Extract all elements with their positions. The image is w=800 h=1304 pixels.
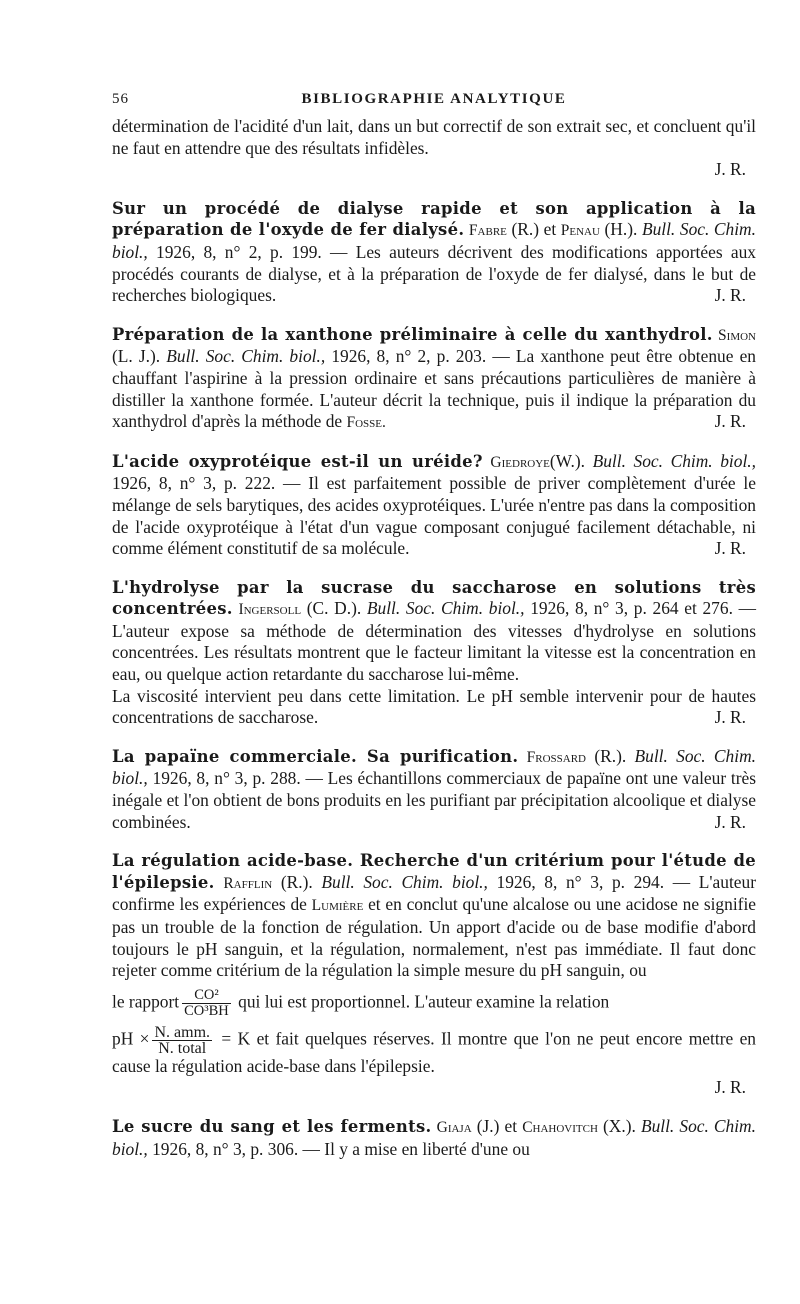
entry-paragraph xyxy=(112,1116,756,1160)
entry-cited-author: Lumière xyxy=(311,897,364,915)
entry-journal: Bull. Soc. Chim. biol., xyxy=(112,1115,756,1159)
entry-reference: 1926, 8, n° 2, p. 199. — xyxy=(156,241,348,262)
bibliography-entry xyxy=(112,451,756,560)
entry-abstract: Les échantillons commerciaux de papaïne ont une valeur très inégale et l'on obtient de bons produits en les purifiant par précipitation alcoolique et dialyse combinées. xyxy=(112,768,756,832)
entry-journal: Bull. Soc. Chim. biol., xyxy=(592,450,756,471)
entry-paragraph xyxy=(112,451,756,560)
formula-line xyxy=(112,988,756,1019)
bibliography-entry xyxy=(112,577,756,729)
fraction-denominator: CO³BH xyxy=(184,1002,229,1019)
entry-abstract: et en conclut qu'une alcalose ou une acidose ne signifie pas un trouble de la fonction de régulation. Un apport d'acide ou de base modifie d'abord toujours le pH sanguin, et la régulation, normalement, n'est pas immédiate. Il faut donc rejeter comme critérium de la régulation la simple mesure du pH sanguin, ou xyxy=(112,894,756,981)
entry-author: Simon xyxy=(718,326,756,344)
fraction-ammonia xyxy=(152,1025,212,1056)
entry-journal: Bull. Soc. Chim. biol., xyxy=(366,598,525,619)
entry-abstract: Les auteurs décrivent des modifications apportées aux procédés courants de dialyse, et à la préparation de l'oxyde de fer dialysé, dans le but de recherches biologiques. xyxy=(112,241,756,306)
entry-author-initials: (R.). xyxy=(594,745,627,766)
entry-paragraph xyxy=(112,324,756,434)
fraction-numerator: CO² xyxy=(194,986,219,1003)
running-title: BIBLIOGRAPHIE ANALYTIQUE xyxy=(301,91,567,107)
entry-author: Giedroye xyxy=(490,453,550,471)
entry-journal: Bull. Soc. Chim. biol., xyxy=(166,346,326,367)
entry-reference: 1926, 8, n° 3, p. 288. — xyxy=(152,768,323,789)
entry-title: L'hydrolyse par la sucrase du saccharose en solutions très concentrées. xyxy=(112,577,756,619)
entry-abstract: La xanthone peut être obtenue en chauffant l'aspirine à la pression ordinaire et sans précautions particulières de manière à distiller la xanthone formée. L'auteur décrit la technique, puis il indique la préparation du xanthydrol d'après la méthode de xyxy=(112,346,756,432)
entry-cited-author: Fosse. xyxy=(346,414,386,432)
entry-author-initials: (R.). xyxy=(280,871,313,892)
entry-abstract: L'auteur expose sa méthode de détermination des vitesses d'hydrolyse en solutions concentrées. Les résultats montrent que le facteur limitant la vitesse est la concentration en eau, ou quelque action retardante du saccharose lui-même. xyxy=(112,620,756,685)
entry-paragraph xyxy=(112,850,756,982)
entry-author: Ingersoll xyxy=(238,601,302,619)
entry-author-initials: (L. J.). xyxy=(112,346,161,367)
entry-author: Chahovitch xyxy=(522,1118,598,1136)
entry-author: Rafflin xyxy=(223,874,273,892)
entry-author-initials: (C. D.). xyxy=(306,598,362,619)
entry-reference: 1926, 8, n° 3, p. 294. — xyxy=(496,871,691,892)
entry-signature: J. R. xyxy=(714,411,746,432)
entry-signature: J. R. xyxy=(714,159,746,180)
entry-author-initials: (W.). xyxy=(549,450,585,471)
page-header xyxy=(112,89,756,109)
entry-signature: J. R. xyxy=(714,811,746,832)
bibliography-body xyxy=(112,116,756,1160)
entry-paragraph xyxy=(112,746,756,833)
entry-abstract: Il est parfaitement possible de priver complètement d'urée le mélange de sels barytiques, des acides oxyprotéiques. L'urée n'entre pas dans la composition de l'acide oxyprotéique à l'état d'un vague composant conjugué facilement détachable, ni comme élément constitutif de sa molécule. xyxy=(112,473,756,559)
entry-paragraph xyxy=(112,198,756,307)
fraction-denominator: N. total xyxy=(152,1040,212,1056)
entry-journal: Bull. Soc. Chim. biol., xyxy=(112,219,756,262)
entry-paragraph-continued xyxy=(112,686,756,729)
bibliography-entry xyxy=(112,324,756,434)
entry-abstract-continued: La viscosité intervient peu dans cette limitation. Le pH semble intervenir pour de hautes concentrations de saccharose. xyxy=(112,685,756,728)
entry-title: Sur un procédé de dialyse rapide et son application à la préparation de l'oxyde de fer dialysé. xyxy=(112,198,756,240)
entry-journal: Bull. Soc. Chim. biol., xyxy=(321,871,488,892)
entry-signature: J. R. xyxy=(714,1077,746,1098)
entry-title: Le sucre du sang et les ferments. xyxy=(112,1116,432,1136)
bibliography-entry xyxy=(112,850,756,1099)
entry-author: Frossard xyxy=(526,748,587,766)
entry-reference: 1926, 8, n° 3, p. 264 et 276. — xyxy=(530,598,756,619)
entry-reference: 1926, 8, n° 3, p. 306. — xyxy=(152,1138,320,1159)
bibliography-entry xyxy=(112,198,756,307)
entry-signature: J. R. xyxy=(714,538,746,559)
entry-signature: J. R. xyxy=(714,707,746,728)
entry-signature: J. R. xyxy=(714,285,746,306)
entry-author-initials: (J.) et xyxy=(476,1115,518,1136)
fraction-numerator: N. amm. xyxy=(154,1023,211,1041)
entry-abstract: L'auteur confirme les expériences de xyxy=(112,871,756,915)
entry-title: Préparation de la xanthone préliminaire à celle du xanthydrol. xyxy=(112,324,713,344)
entry-title: La régulation acide-base. Recherche d'un critérium pour l'étude de l'épilepsie. xyxy=(112,851,756,892)
formula-prefix: le rapport xyxy=(112,991,180,1012)
continuation-text: détermination de l'acidité d'un lait, dans un but correctif de son extrait sec, et concluent qu'il ne faut en attendre que des résultats infidèles. xyxy=(112,116,756,158)
entry-author-initials: (X.). xyxy=(603,1115,636,1136)
entry-journal: Bull. Soc. Chim. biol., xyxy=(112,745,756,789)
formula-line xyxy=(112,1025,756,1078)
entry-author: Penau xyxy=(560,222,600,240)
formula-prefix: pH × xyxy=(112,1028,150,1049)
entry-author: Fabre xyxy=(468,222,507,240)
bibliography-entry xyxy=(112,746,756,833)
entry-title: La papaïne commerciale. Sa purification. xyxy=(112,746,519,766)
formula-suffix: qui lui est proportionnel. L'auteur examine la relation xyxy=(238,991,610,1012)
entry-author-initials: (H.). xyxy=(604,219,638,240)
formula-suffix: = K et fait quelques réserves. Il montre que l'on ne peut encore mettre en cause la régulation acide-base dans l'épilepsie. xyxy=(112,1028,757,1076)
bibliography-entry xyxy=(112,1116,756,1160)
entry-paragraph xyxy=(112,577,756,686)
fraction-co2 xyxy=(182,988,231,1019)
entry-author-initials: (R.) et xyxy=(511,219,557,240)
entry-reference: 1926, 8, n° 3, p. 222. — xyxy=(112,473,301,494)
entry-abstract: Il y a mise en liberté d'une ou xyxy=(324,1138,530,1159)
page-number: 56 xyxy=(112,91,129,107)
entry-reference: 1926, 8, n° 2, p. 203. — xyxy=(331,346,510,367)
entry-title: L'acide oxyprotéique est-il un uréide? xyxy=(112,451,483,471)
entry-author: Giaja xyxy=(436,1118,472,1136)
